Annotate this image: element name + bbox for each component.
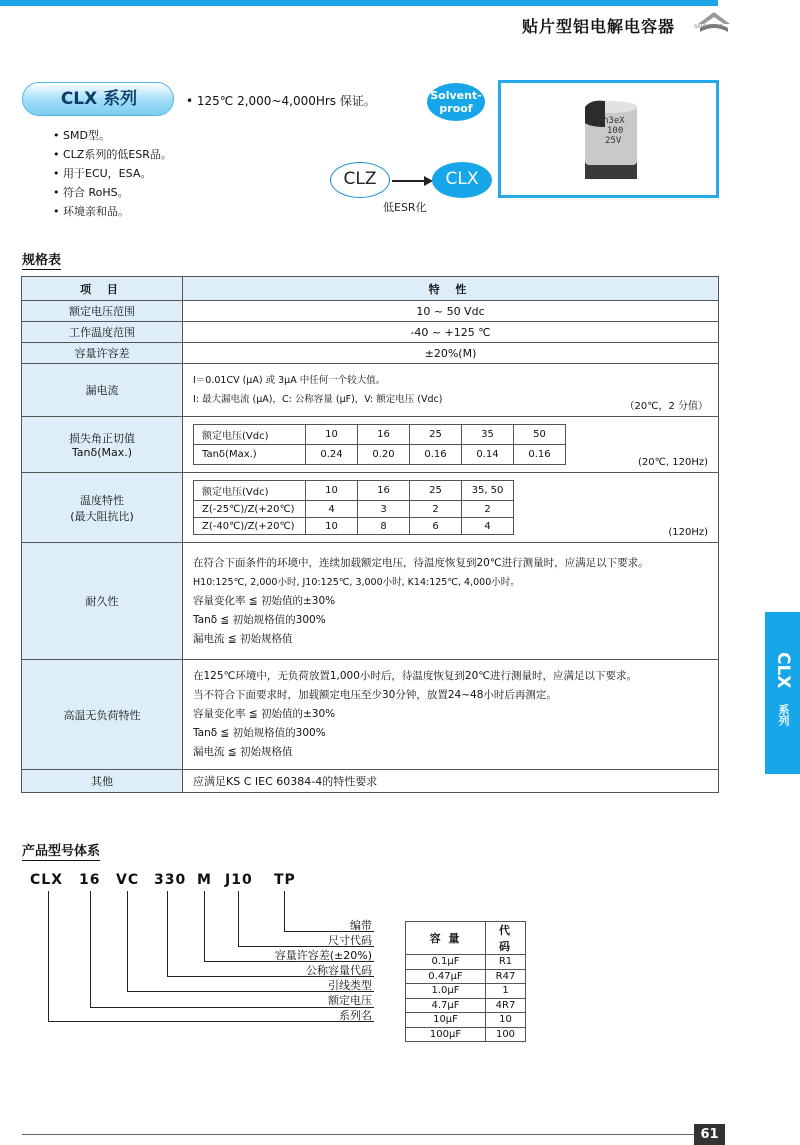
code-cell: 10 [486,1013,526,1028]
shelf-line: 在125℃环境中，无负荷放置1,000小时后，待温度恢复到20℃进行测量时，应满足以下要求。 [193,670,638,682]
series-side-tab [765,612,800,774]
leader-line [204,891,205,961]
low-esr-caption: 低ESR化 [383,201,427,214]
temp-char-cell: 4 [462,518,514,535]
other-label: 其他 [22,770,183,793]
other-value: 应满足KS C IEC 60384-4的特性要求 [183,770,719,793]
shelf-line: 容量变化率 ≦ 初始值的±30% [193,708,336,720]
code-cell: 100μF [406,1027,486,1042]
leakage-line1: I＝0.01CV (μA) 或 3μA 中任何一个较大值。 [193,375,386,386]
tan-label-1: 损失角正切值 [69,432,135,445]
series-badge [22,82,174,116]
leakage-note: （20℃，2 分值） [624,401,708,412]
endurance-label: 耐久性 [22,543,183,660]
pn-label-size: 尺寸代码 [328,934,372,947]
shelf-line: 当不符合下面要求时，加载额定电压至少30分钟，放置24~48小时后再测定。 [193,689,557,701]
temp-char-cell: 2 [462,501,514,518]
feature-list [53,126,172,221]
leakage-line2: I: 最大漏电流 (μA)，C: 公称容量 (μF)，V: 额定电压 (Vdc) [193,394,443,405]
leader-line [90,891,91,1007]
code-cell: 4R7 [486,998,526,1013]
temp-char-cell: 10 [306,481,358,501]
temp-char-cell: 10 [306,518,358,535]
feature-item: • CLZ系列的低ESR品。 [53,145,172,164]
pn-code-voltage: 16 [79,872,101,888]
page-number: 61 [694,1124,725,1145]
pn-label-tolerance: 容量许容差(±20%) [274,949,372,962]
spec-table [21,276,719,793]
temp-char-note: (120Hz) [668,527,708,538]
feature-item: • 环境亲和品。 [53,202,172,221]
series-name: CLX 系列 [60,89,138,109]
temp-char-inner-table [193,480,514,535]
temp-char-cell: 3 [358,501,410,518]
temp-char-cell: 4 [306,501,358,518]
side-tab-label: 系列 [777,704,790,726]
leader-line [167,891,168,976]
endurance-line: H10:125℃, 2,000小时, J10:125℃, 3,000小时, K14:125℃, 4,000小时。 [193,576,520,588]
spec-head-item: 项 目 [22,277,183,301]
temp-char-value [183,473,719,543]
leader-line [238,891,239,946]
temp-char-cell: 6 [410,518,462,535]
tan-cell: 16 [358,425,410,445]
code-cell: R47 [486,969,526,984]
guarantee-text: • 125℃ 2,000~4,000Hrs 保证。 [186,94,376,108]
temp-char-cell: 25 [410,481,462,501]
endurance-line: 容量变化率 ≦ 初始值的±30% [193,594,336,607]
tan-cell: 0.16 [410,445,462,465]
shelf-label: 高温无负荷特性 [22,660,183,770]
feature-item: • 符合 RoHS。 [53,183,172,202]
code-cell: R1 [486,955,526,970]
leakage-value [183,364,719,417]
pn-code-size: J10 [225,872,253,888]
temp-char-cell: Z(-25℃)/Z(+20℃) [194,501,306,518]
endurance-line: 漏电流 ≦ 初始规格值 [193,632,293,645]
capacitance-code-table [405,921,526,1042]
code-cell: 4.7μF [406,998,486,1013]
temp-range-label: 工作温度范围 [22,322,183,343]
tolerance-value: ±20%(M) [183,343,719,364]
spec-section-title: 规格表 [22,249,61,270]
pn-label-capacitance: 公称容量代码 [306,964,372,977]
code-cell: 0.1μF [406,955,486,970]
tan-cell: 10 [306,425,358,445]
temp-char-cell: 8 [358,518,410,535]
page-title: 贴片型铝电解电容器 [522,17,676,36]
shelf-line: Tanδ ≦ 初始规格值的300% [193,727,326,739]
cap-marking-3: 25V [605,136,622,146]
temp-char-label-1: 温度特性 [80,493,124,507]
cap-marking-2: 100 [607,126,624,136]
clx-series-oval: CLX [432,162,492,198]
tan-inner-table [193,424,566,465]
temp-range-value: -40 ~ +125 ℃ [183,322,719,343]
temp-char-label-2: (最大阻抗比) [70,509,134,523]
feature-item: • 用于ECU，ESA。 [53,164,172,183]
rated-voltage-label: 额定电压范围 [22,301,183,322]
solvent-line1: Solvent- [430,89,482,102]
temp-char-cell: 35, 50 [462,481,514,501]
spec-head-char: 特 性 [183,277,719,301]
endurance-line: Tanδ ≦ 初始规格值的300% [193,613,326,626]
product-photo [498,80,719,198]
top-accent-bar [0,0,718,6]
tolerance-label: 容量许容差 [22,343,183,364]
code-cell: 0.47μF [406,969,486,984]
clz-series-oval: CLZ [330,162,390,198]
temp-char-cell: 额定电压(Vdc) [194,481,306,501]
shelf-line: 漏电流 ≦ 初始规格值 [193,746,293,758]
code-cell: 1 [486,984,526,999]
pn-code-lead: VC [116,872,140,888]
feature-item: • SMD型。 [53,126,172,145]
tan-value [183,417,719,473]
code-cell: 1.0μF [406,984,486,999]
leakage-label: 漏电流 [22,364,183,417]
pn-code-taping: TP [274,872,296,888]
cap-marking-1: ∩3eX [603,116,625,126]
pn-label-series: 系列名 [339,1009,372,1022]
pn-label-lead: 引线类型 [328,979,372,992]
arrow-right-icon [392,180,426,182]
tan-cell: 0.20 [358,445,410,465]
tan-cell: 额定电压(Vdc) [194,425,306,445]
side-tab-series: CLX [773,652,793,689]
temp-char-cell: 2 [410,501,462,518]
leader-line [48,891,49,1021]
footer-divider [22,1134,694,1135]
code-head: 容 量 [406,922,486,955]
endurance-line: 在符合下面条件的环境中，连续加载额定电压，待温度恢复到20℃进行测量时，应满足以下要求。 [193,556,649,569]
tan-note: (20℃, 120Hz) [638,457,708,468]
tan-cell: 25 [410,425,462,445]
solvent-line2: proof [439,102,473,115]
pn-label-taping: 编带 [350,919,372,932]
tan-cell: 0.14 [462,445,514,465]
pn-code-tolerance: M [197,872,212,888]
pn-code-capacitance: 330 [154,872,187,888]
tan-cell: 35 [462,425,514,445]
tan-cell: 0.16 [514,445,566,465]
tan-cell: 0.24 [306,445,358,465]
temp-char-label [22,473,183,543]
code-head: 代 码 [486,922,526,955]
leader-line [127,891,128,991]
tan-cell: 50 [514,425,566,445]
brand-name: SAMYOUNG [694,24,724,30]
capacitor-image [581,97,641,181]
solvent-proof-badge [427,83,485,121]
tan-cell: Tanδ(Max.) [194,445,306,465]
endurance-value [183,543,719,660]
pn-label-voltage: 额定电压 [328,994,372,1007]
code-cell: 100 [486,1027,526,1042]
tan-label [22,417,183,473]
pn-code-series: CLX [30,872,63,888]
temp-char-cell: Z(-40℃)/Z(+20℃) [194,518,306,535]
tan-label-2: Tanδ(Max.) [71,446,133,459]
temp-char-cell: 16 [358,481,410,501]
shelf-value [183,660,719,770]
part-number-section-title: 产品型号体系 [22,840,100,861]
rated-voltage-value: 10 ~ 50 Vdc [183,301,719,322]
code-cell: 10μF [406,1013,486,1028]
